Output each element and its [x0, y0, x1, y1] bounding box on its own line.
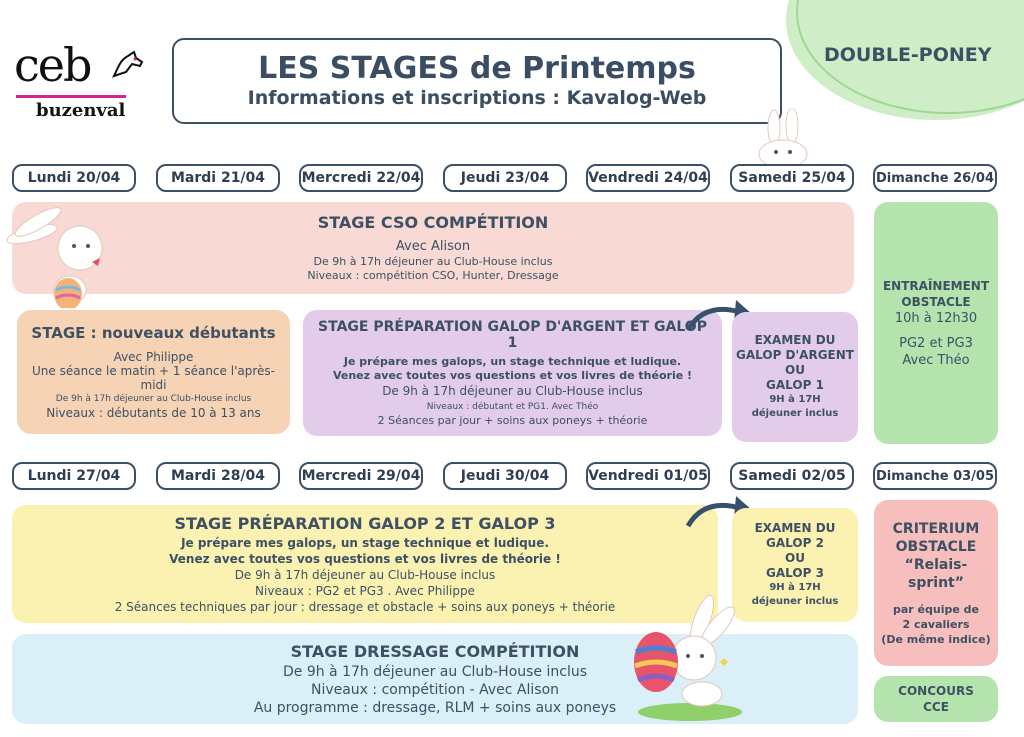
day-sat-2: Samedi 02/05 [730, 462, 854, 490]
exam2-l4: GALOP 3 [766, 566, 824, 580]
bunny-egg-icon [620, 588, 744, 722]
exam2-l6: déjeuner inclus [751, 596, 839, 607]
criterium-l1: CRITERIUM [892, 520, 980, 537]
day-fri-1: Vendredi 24/04 [586, 164, 710, 192]
criterium-l2: OBSTACLE [895, 538, 977, 555]
debutants-l2: Une séance le matin + 1 séance l'après-midi [32, 364, 275, 392]
galop2-l1: Je prépare mes galops, un stage technique et ludique. [181, 535, 549, 550]
criterium-l5: 2 cavaliers [902, 617, 970, 631]
logo [14, 40, 144, 128]
galop2-block [12, 505, 718, 623]
exam1-l5: 9H à 17H [769, 394, 821, 405]
logo-underline [16, 95, 126, 98]
day-mon-1: Lundi 20/04 [12, 164, 136, 192]
criterium-l3: “Relais-sprint” [904, 556, 968, 591]
galop1-title: STAGE PRÉPARATION GALOP D'ARGENT ET GALOP 1 [318, 318, 707, 351]
logo-sub: buzenval [36, 100, 126, 121]
header-box [172, 38, 782, 124]
dressage-l3: Au programme : dressage, RLM + soins aux poneys [253, 699, 617, 716]
galop2-l5: 2 Séances techniques par jour : dressage et obstacle + soins aux poneys + théorie [114, 599, 616, 614]
entrainement-l5: Avec Théo [902, 352, 970, 368]
horse-head-icon [110, 50, 144, 80]
cso-l1: Avec Alison [395, 239, 471, 254]
day-fri-2: Vendredi 01/05 [586, 462, 710, 490]
criterium-l4: par équipe de [893, 602, 979, 616]
galop1-l5: 2 Séances par jour + soins aux poneys + théorie [377, 413, 648, 427]
exam1-l4: GALOP 1 [766, 378, 824, 392]
badge-label: DOUBLE-PONEY [824, 44, 992, 66]
day-wed-1: Mercredi 22/04 [299, 164, 423, 192]
dressage-title: STAGE DRESSAGE COMPÉTITION [290, 641, 580, 661]
entrainement-l4: PG2 et PG3 [899, 335, 973, 351]
concours-l2: CCE [923, 700, 949, 714]
day-wed-2: Mercredi 29/04 [299, 462, 423, 490]
galop2-l3: De 9h à 17h déjeuner au Club-House inclus [234, 567, 496, 582]
day-sun-1: Dimanche 26/04 [873, 164, 997, 192]
galop1-l1: Je prépare mes galops, un stage technique et ludique. [343, 354, 682, 368]
exam1-l2: GALOP D'ARGENT [736, 348, 854, 362]
day-tue-2: Mardi 28/04 [156, 462, 280, 490]
dressage-l2: Niveaux : compétition - Avec Alison [310, 681, 560, 698]
entrainement-l3: 10h à 12h30 [894, 310, 978, 326]
galop1-l4: Niveaux : débutant et PG1. Avec Théo [426, 401, 599, 412]
bunny-peek-icon [752, 108, 816, 164]
cso-l2: De 9h à 17h déjeuner au Club-House inclus [313, 255, 553, 268]
entrainement-l1: ENTRAÎNEMENT [882, 278, 990, 293]
galop2-title: STAGE PRÉPARATION GALOP 2 ET GALOP 3 [174, 513, 556, 533]
exam2-l5: 9H à 17H [769, 582, 821, 593]
exam2-l3: OU [785, 551, 805, 565]
cso-block [12, 202, 854, 294]
day-sat-1: Samedi 25/04 [730, 164, 854, 192]
cso-title: STAGE CSO COMPÉTITION [317, 213, 549, 232]
exam1-l3: OU [785, 363, 805, 377]
galop2-l2: Venez avec toutes vos questions et vos livres de théorie ! [169, 551, 561, 566]
cso-l3: Niveaux : compétition CSO, Hunter, Dressage [307, 269, 559, 282]
debutants-block [17, 310, 290, 434]
debutants-l1: Avec Philippe [113, 350, 194, 364]
debutants-l3: De 9h à 17h déjeuner au Club-House inclus [55, 394, 252, 404]
day-mon-2: Lundi 27/04 [12, 462, 136, 490]
entrainement-block [874, 202, 998, 444]
entrainement-l2: OBSTACLE [901, 294, 971, 309]
exam1-l1: EXAMEN DU [754, 333, 836, 347]
exam1-block [732, 312, 858, 442]
criterium-block [874, 500, 998, 666]
debutants-l4: Niveaux : débutants de 10 à 13 ans [46, 406, 261, 420]
exam2-block [732, 508, 858, 622]
debutants-title: STAGE : nouveaux débutants [31, 324, 276, 342]
galop2-l4: Niveaux : PG2 et PG3 . Avec Philippe [255, 583, 475, 598]
criterium-l6: (De même indice) [881, 632, 991, 646]
concours-block [874, 676, 998, 722]
day-thu-1: Jeudi 23/04 [443, 164, 567, 192]
day-sun-2: Dimanche 03/05 [873, 462, 997, 490]
dressage-l1: De 9h à 17h déjeuner au Club-House inclus [282, 663, 588, 680]
day-thu-2: Jeudi 30/04 [443, 462, 567, 490]
concours-l1: CONCOURS [898, 684, 974, 698]
exam1-l6: déjeuner inclus [751, 408, 839, 419]
logo-brand: ceb [14, 38, 91, 92]
bunny-egg-icon [4, 204, 114, 308]
page-subtitle: Informations et inscriptions : Kavalog-Web [247, 87, 707, 109]
exam2-l1: EXAMEN DU [754, 521, 836, 535]
galop1-block [303, 310, 722, 436]
page-title: LES STAGES de Printemps [258, 51, 696, 86]
galop1-l3: De 9h à 17h déjeuner au Club-House inclus [382, 383, 643, 398]
day-tue-1: Mardi 21/04 [156, 164, 280, 192]
exam2-l2: GALOP 2 [766, 536, 824, 550]
galop1-l2: Venez avec toutes vos questions et vos livres de théorie ! [332, 368, 693, 382]
